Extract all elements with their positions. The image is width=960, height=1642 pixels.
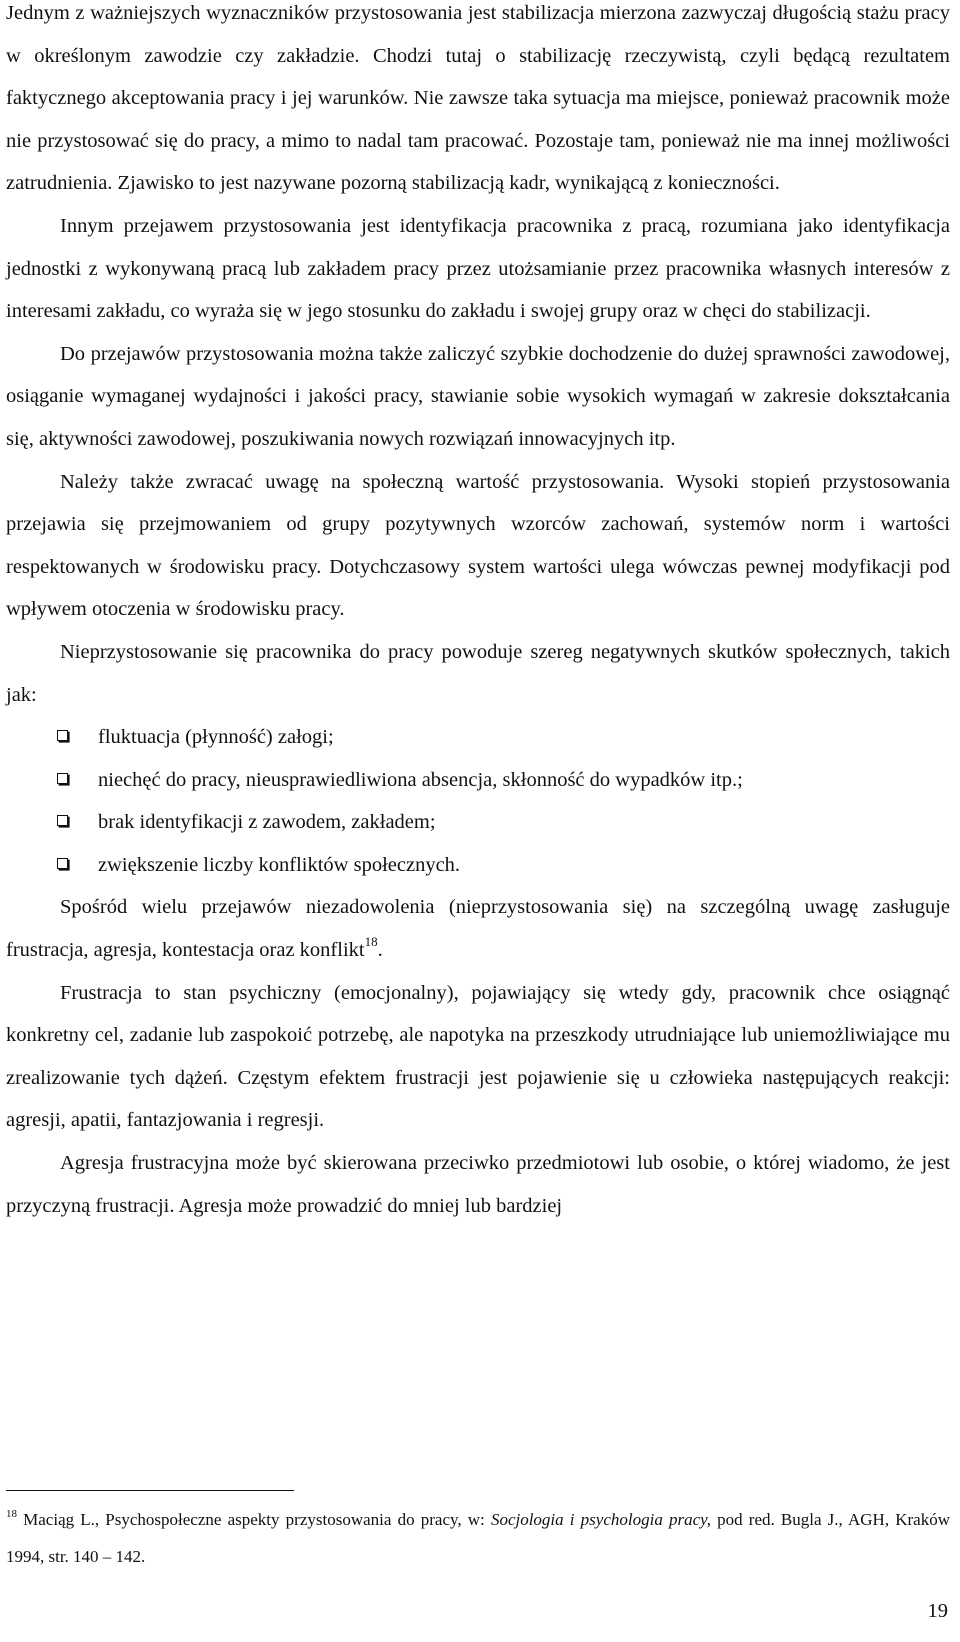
checkbox-square-icon (57, 773, 68, 784)
list-item-text: fluktuacja (płynność) załogi; (98, 726, 334, 749)
paragraph-przejawy-niezadowolenia (6, 886, 950, 971)
footnote-text: Maciąg L., Psychospołeczne aspekty przystosowania do pracy, w: (17, 1510, 491, 1529)
footnote-separator (6, 1490, 294, 1491)
footnote (6, 1501, 950, 1575)
paragraph-stabilizacja: Jednym z ważniejszych wyznaczników przystosowania jest stabilizacja mierzona zazwyczaj długością stażu pracy w określonym zawodzie czy zakładzie. Chodzi tutaj o stabilizację rzeczywistą, czyli będącą rezultatem faktycznego akceptowania pracy i jej warunków. Nie zawsze taka sytuacja ma miejsce, ponieważ pracownik może nie przystosować się do pracy, a mimo to nadal tam pracować. Pozostaje tam, ponieważ nie ma innej możliwości zatrudnienia. Zjawisko to jest nazywane pozorną stabilizacją kadr, wynikającą z konieczności. (6, 2, 950, 195)
paragraph-text: Spośród wielu przejawów niezadowolenia (nieprzystosowania się) na szczególną uwagę zasługuje frustracja, agresja, kontestacja oraz konflikt (6, 896, 950, 962)
checkbox-square-icon (57, 858, 68, 869)
paragraph-frustracja: Frustracja to stan psychiczny (emocjonalny), pojawiający się wtedy gdy, pracownik chce osiągnąć konkretny cel, zadanie lub zaspokoić potrzebę, ale napotyka na przeszkody utrudniające lub uniemożliwiające mu zrealizowanie tych dążeń. Częstym efektem frustracji jest pojawienie się u człowieka następujących reakcji: agresji, apatii, fantazjowania i regresji. (6, 981, 950, 1132)
paragraph-end: . (377, 939, 383, 962)
list-item (6, 716, 950, 759)
list-item (6, 844, 950, 887)
checkbox-square-icon (57, 730, 68, 741)
list-item (6, 801, 950, 844)
paragraph-agresja: Agresja frustracyjna może być skierowana przeciwko przedmiotowi lub osobie, o której wiadomo, że jest przyczyną frustracji. Agresja może prowadzić do mniej lub bardziej (6, 1152, 950, 1217)
paragraph-identyfikacja: Innym przejawem przystosowania jest identyfikacja pracownika z pracą, rozumiana jako identyfikacja jednostki z wykonywaną pracą lub zakładem pracy przez utożsamianie przez pracownika własnych interesów z interesami zakładu, co wyraża się w jego stosunku do zakładu i swojej grupy oraz w chęci do stabilizacji. (6, 214, 950, 323)
list-item (6, 759, 950, 802)
list-item-text: niechęć do pracy, nieusprawiedliwiona absencja, skłonność do wypadków itp.; (98, 768, 743, 791)
skutki-list (6, 716, 950, 886)
footnote-text-end: pod red. Bugla J., AGH, Kraków 1994, str. 140 – 142. (6, 1510, 950, 1566)
checkbox-square-icon (57, 815, 68, 826)
list-item-text: brak identyfikacji z zawodem, zakładem; (98, 811, 436, 834)
list-item-text: zwiększenie liczby konfliktów społecznych. (98, 853, 461, 876)
document-page (6, 0, 950, 1227)
paragraph-przejawy: Do przejawów przystosowania można także zaliczyć szybkie dochodzenie do dużej sprawności zawodowej, osiąganie wymaganej wydajności i jakości pracy, stawianie sobie wysokich wymagań w zakresie dokształcania się, aktywności zawodowej, poszukiwania nowych rozwiązań innowacyjnych itp. (6, 342, 950, 450)
paragraph-nieprzystosowanie: Nieprzystosowanie się pracownika do pracy powoduje szereg negatywnych skutków społecznych, takich jak: (6, 640, 950, 706)
footnote-reference[interactable]: 18 (364, 934, 378, 950)
page-number: 19 (927, 1600, 948, 1622)
footnote-number: 18 (6, 1508, 17, 1520)
paragraph-wartosc-spoleczna: Należy także zwracać uwagę na społeczną wartość przystosowania. Wysoki stopień przystosowania przejawia się przejmowaniem od grupy pozytywnych wzorców zachowań, systemów norm i wartości respektowanych w środowisku pracy. Dotychczasowy system wartości ulega wówczas pewnej modyfikacji pod wpływem otoczenia w środowisku pracy. (6, 470, 950, 621)
footnote-title: Socjologia i psychologia pracy, (490, 1510, 711, 1529)
